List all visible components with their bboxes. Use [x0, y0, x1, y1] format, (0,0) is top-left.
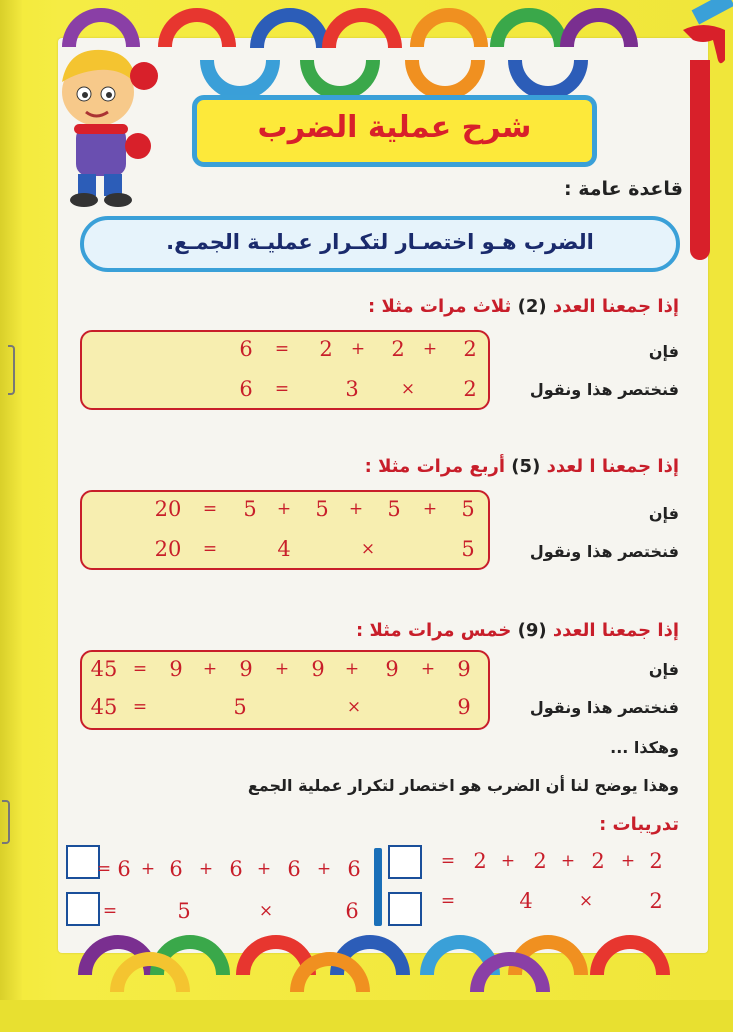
equation-number: 2 — [649, 889, 663, 913]
equation-operator: = — [132, 659, 148, 679]
equation-operator: + — [500, 851, 516, 871]
equation-number: 9 — [457, 657, 471, 681]
equation-operator: = — [440, 851, 456, 871]
equation-number: 5 — [387, 497, 401, 521]
equation-operator: + — [350, 339, 366, 359]
booklet-binding — [0, 0, 22, 1000]
equation-number: 9 — [169, 657, 183, 681]
equation-number: 6 — [287, 857, 301, 881]
equation-operator: + — [274, 659, 290, 679]
rule-box — [80, 216, 680, 272]
shorten-label: فنختصر هذا ونقول — [529, 380, 679, 399]
equation-number: 20 — [154, 537, 182, 561]
equation-number: 9 — [311, 657, 325, 681]
section-heading — [356, 620, 679, 641]
equation-operator: × — [360, 539, 376, 559]
paint-drip-icon — [690, 60, 710, 260]
equation-operator: + — [422, 339, 438, 359]
equation-operator: + — [620, 851, 636, 871]
equation-number: 20 — [154, 497, 182, 521]
equation-operator: × — [346, 697, 362, 717]
equation-number: 5 — [461, 537, 475, 561]
equation-number: 6 — [117, 857, 131, 881]
heading-part-a: إذا جمعنا العدد — [552, 296, 679, 317]
equation-number: 2 — [533, 849, 547, 873]
equation-operator: = — [274, 339, 290, 359]
equation-number: 6 — [347, 857, 361, 881]
staple-icon — [2, 800, 10, 844]
heading-number: (5) — [511, 456, 541, 477]
answer-box[interactable] — [388, 892, 422, 926]
equation-number: 2 — [591, 849, 605, 873]
equation-operator: + — [256, 859, 272, 879]
heading-part-b: خمس مرات مثلا : — [356, 620, 512, 641]
equation-operator: = — [132, 697, 148, 717]
equation-number: 2 — [463, 377, 477, 401]
equation-number: 6 — [229, 857, 243, 881]
equation-number: 6 — [239, 337, 253, 361]
equation-number: 45 — [90, 657, 118, 681]
then-label: فإن — [648, 504, 679, 523]
equation-operator: + — [202, 659, 218, 679]
equation-number: 5 — [461, 497, 475, 521]
equation-number: 5 — [243, 497, 257, 521]
heading-number: (9) — [517, 620, 547, 641]
equation-operator: = — [202, 499, 218, 519]
equation-operator: × — [258, 901, 274, 921]
equation-number: 5 — [177, 899, 191, 923]
rule-label: قاعدة عامة : — [564, 178, 683, 200]
equation-operator: = — [440, 891, 456, 911]
then-label: فإن — [648, 342, 679, 361]
equation-number: 4 — [277, 537, 291, 561]
title-banner — [192, 95, 597, 167]
equation-operator: + — [560, 851, 576, 871]
rule-text: الضرب هـو اختصـار لتكـرار عمليـة الجمـع. — [166, 230, 594, 254]
equation-number: 6 — [239, 377, 253, 401]
exercise-divider — [374, 848, 382, 926]
equation-operator: + — [140, 859, 156, 879]
etc-text: وهكذا ... — [610, 738, 679, 757]
equation-number: 2 — [463, 337, 477, 361]
equation-operator: × — [400, 379, 416, 399]
equation-operator: = — [274, 379, 290, 399]
equation-number: 2 — [391, 337, 405, 361]
equation-operator: × — [578, 891, 594, 911]
section-heading — [365, 456, 679, 477]
answer-box[interactable] — [388, 845, 422, 879]
equation-number: 4 — [519, 889, 533, 913]
equation-number: 5 — [315, 497, 329, 521]
equation-operator: + — [344, 659, 360, 679]
equation-operator: + — [198, 859, 214, 879]
page-title: شرح عملية الضرب — [257, 110, 532, 145]
then-label: فإن — [648, 660, 679, 679]
shorten-label: فنختصر هذا ونقول — [529, 542, 679, 561]
heading-part-a: إذا جمعنا ا لعدد — [546, 456, 679, 477]
equation-operator: + — [348, 499, 364, 519]
equation-number: 5 — [233, 695, 247, 719]
equation-operator: = — [102, 901, 118, 921]
heading-part-a: إذا جمعنا العدد — [552, 620, 679, 641]
equation-number: 45 — [90, 695, 118, 719]
equation-number: 6 — [169, 857, 183, 881]
equation-operator: + — [422, 499, 438, 519]
equation-operator: + — [420, 659, 436, 679]
heading-number: (2) — [517, 296, 547, 317]
equation-number: 3 — [345, 377, 359, 401]
equation-number: 2 — [319, 337, 333, 361]
equation-number: 2 — [473, 849, 487, 873]
conclusion-text: وهذا يوضح لنا أن الضرب هو اختصار لتكرار عملية الجمع — [247, 776, 679, 795]
equation-operator: = — [96, 859, 112, 879]
training-label: تدريبات : — [599, 814, 679, 835]
equation-operator: = — [202, 539, 218, 559]
shorten-label: فنختصر هذا ونقول — [529, 698, 679, 717]
equation-number: 9 — [239, 657, 253, 681]
cartoon-boy-icon — [38, 42, 168, 212]
equation-operator: + — [316, 859, 332, 879]
equation-number: 9 — [457, 695, 471, 719]
staple-icon — [8, 345, 15, 395]
section-heading — [368, 296, 679, 317]
equation-number: 9 — [385, 657, 399, 681]
equation-number: 2 — [649, 849, 663, 873]
heading-part-b: أربع مرات مثلا : — [364, 456, 506, 477]
equation-operator: + — [276, 499, 292, 519]
heading-part-b: ثلاث مرات مثلا : — [368, 296, 512, 317]
equation-number: 6 — [345, 899, 359, 923]
